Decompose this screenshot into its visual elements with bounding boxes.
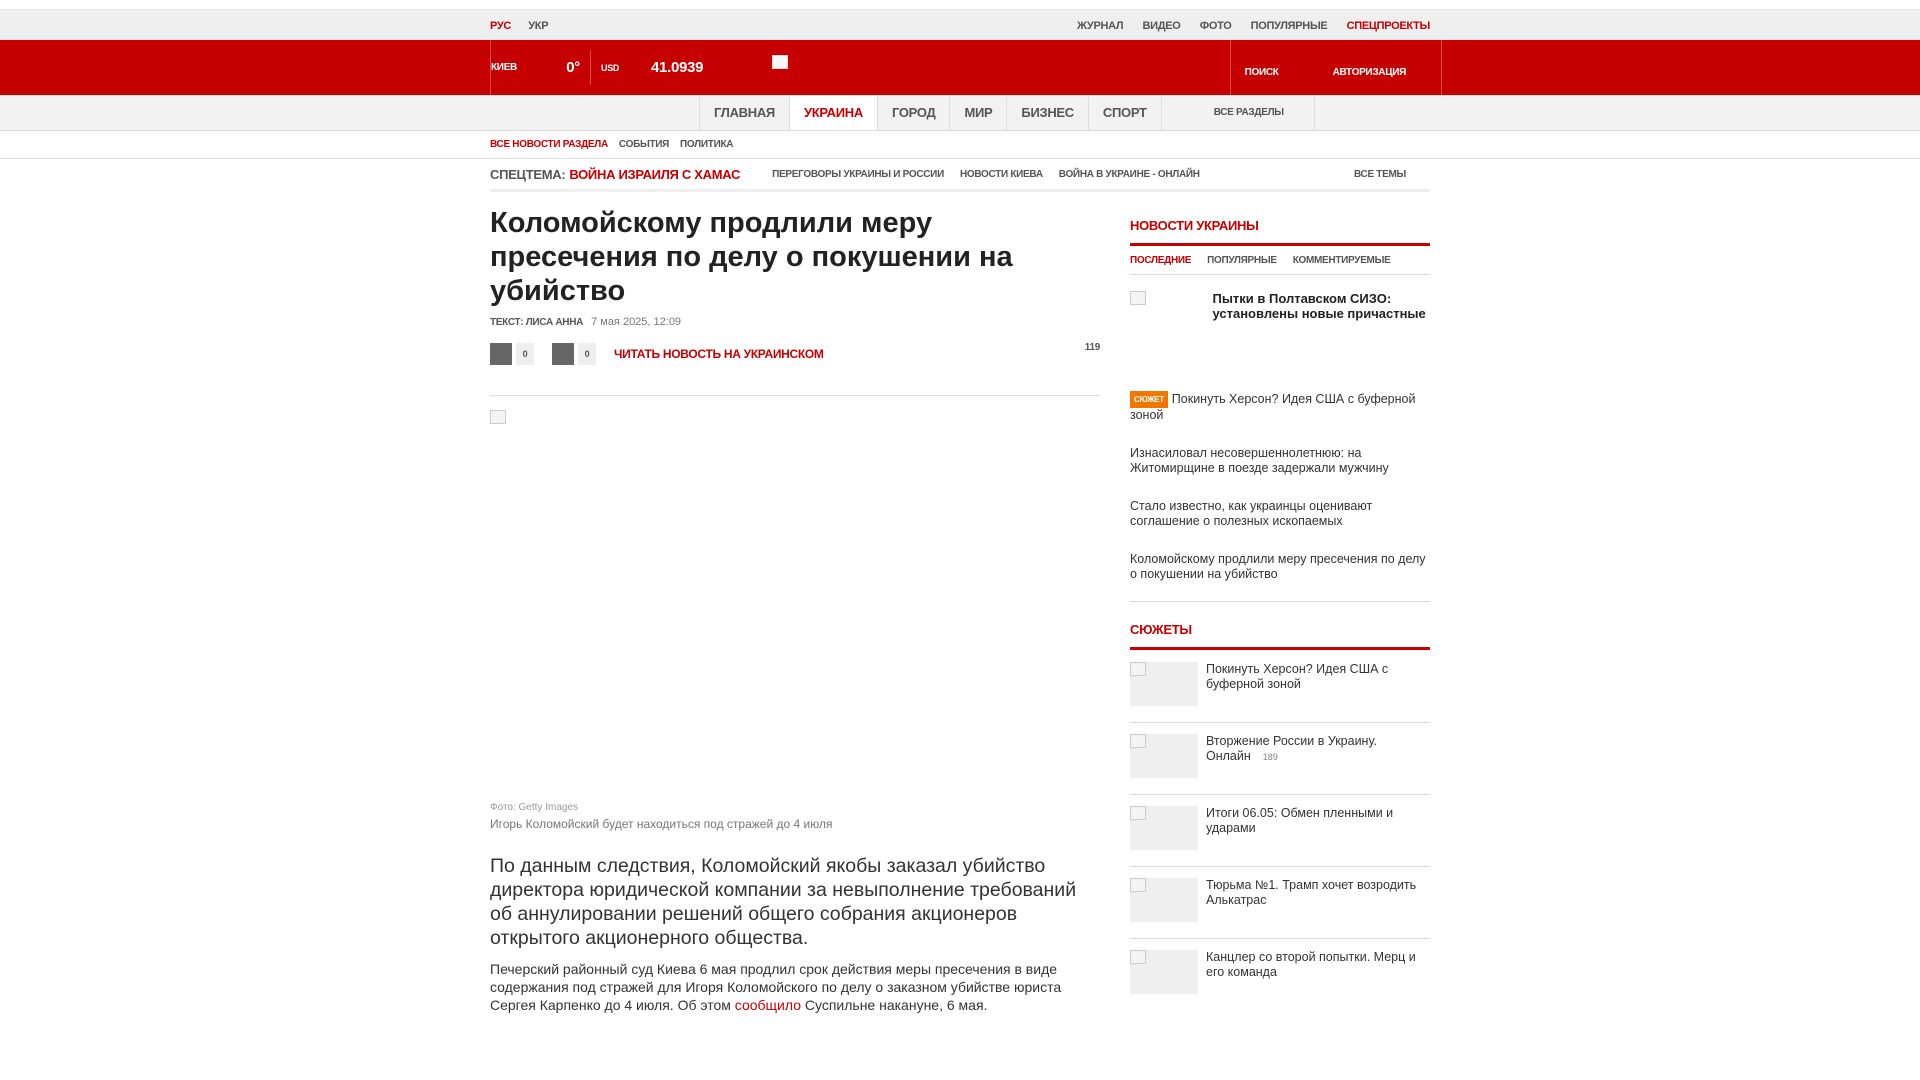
- currency-rate: 41.0939: [651, 59, 704, 76]
- list-item[interactable]: Изнасиловал несовершеннолетнюю: на Житомирщине в поезде задержали мужчину: [1130, 446, 1389, 475]
- top-link-popular[interactable]: ПОПУЛЯРНЫЕ: [1250, 19, 1328, 32]
- page-content: [490, 194, 1430, 1022]
- all-topics-link[interactable]: ВСЕ ТЕМЫ: [1353, 168, 1406, 180]
- story-image[interactable]: [1130, 806, 1198, 850]
- story-image[interactable]: [1130, 950, 1198, 994]
- story-item[interactable]: [1130, 878, 1430, 939]
- share-telegram-icon[interactable]: [552, 343, 574, 365]
- sidebar-stories-title[interactable]: СЮЖЕТЫ: [1130, 622, 1430, 650]
- header-divider: [590, 50, 591, 85]
- tab-commented[interactable]: КОММЕНТИРУЕМЫЕ: [1292, 255, 1391, 266]
- lang-ru[interactable]: РУС: [490, 19, 512, 32]
- weather-city[interactable]: КИЕВ: [490, 40, 545, 95]
- header-actions: [1230, 40, 1442, 95]
- topic-link[interactable]: НОВОСТИ КИЕВА: [959, 168, 1043, 180]
- subnav-item-politics[interactable]: ПОЛИТИКА: [680, 139, 734, 150]
- nav-item-all-sections[interactable]: ВСЕ РАЗДЕЛЫ: [1161, 96, 1315, 130]
- lang-ua[interactable]: УКР: [528, 19, 549, 32]
- story-image[interactable]: [1130, 734, 1198, 778]
- share-count: 0: [516, 343, 534, 365]
- site-header: [0, 40, 1920, 95]
- article-body-text: Суспильне накануне, 6 мая.: [800, 997, 988, 1013]
- tab-popular[interactable]: ПОПУЛЯРНЫЕ: [1207, 255, 1277, 266]
- broken-image-icon: [490, 410, 506, 424]
- sidebar: [1130, 206, 1430, 1022]
- story-title-text[interactable]: Канцлер со второй попытки. Мерц и его команда: [1206, 950, 1416, 979]
- broken-image-icon: [1130, 950, 1146, 964]
- article-body-text: Печерский районный суд Киева 6 мая продлил срок действия меры пресечения в виде содержания под стражей для Игоря Коломойского по делу о заказном убийстве юриста Сергея Карпенко до 4 июля. Об этом: [490, 961, 1062, 1013]
- featured-news[interactable]: [1130, 291, 1430, 391]
- nav-item-sport[interactable]: СПОРТ: [1088, 96, 1161, 130]
- subnav-item-all-news[interactable]: ВСЕ НОВОСТИ РАЗДЕЛА: [490, 139, 608, 150]
- subnav-item-events[interactable]: СОБЫТИЯ: [618, 139, 670, 150]
- source-link[interactable]: сообщило: [734, 997, 801, 1013]
- special-topics-bar: [0, 159, 1920, 194]
- special-topic-main[interactable]: ВОЙНА ИЗРАИЛЯ С ХАМАС: [569, 166, 741, 182]
- broken-image-icon: [1130, 662, 1146, 676]
- story-comment-count: 189: [1262, 752, 1278, 762]
- story-title[interactable]: [1206, 950, 1430, 1002]
- broken-image-icon: [1130, 878, 1146, 892]
- article-title: Коломойскому продлили меру пресечения по делу о покушении на убийство: [490, 207, 1013, 307]
- photo-source: Фото: Getty Images: [490, 802, 578, 813]
- nav-item-world[interactable]: МИР: [949, 96, 1006, 130]
- story-title[interactable]: [1206, 806, 1430, 857]
- sidebar-news-title[interactable]: НОВОСТИ УКРАИНЫ: [1130, 218, 1430, 246]
- broken-image-icon: [1130, 291, 1146, 305]
- tab-latest[interactable]: ПОСЛЕДНИЕ: [1130, 255, 1192, 266]
- currency-label: USD: [601, 62, 620, 73]
- story-title-text[interactable]: Покинуть Херсон? Идея США с буферной зоной: [1206, 662, 1389, 691]
- list-item[interactable]: Стало известно, как украинцы оценивают соглашение о полезных ископаемых: [1130, 499, 1373, 528]
- top-link-journal[interactable]: ЖУРНАЛ: [1076, 19, 1124, 32]
- nav-item-main[interactable]: ГЛАВНАЯ: [699, 96, 789, 130]
- views-count: 119: [1084, 342, 1100, 353]
- topic-link[interactable]: ВОЙНА В УКРАИНЕ - ОНЛАЙН: [1058, 168, 1200, 180]
- article-meta: [490, 316, 1100, 328]
- share-facebook-icon[interactable]: [490, 343, 512, 365]
- story-title[interactable]: [1206, 878, 1430, 929]
- broken-image-icon: [1130, 734, 1146, 748]
- article-body: [490, 960, 1100, 1014]
- story-item[interactable]: [1130, 806, 1430, 867]
- language-switch: [490, 16, 561, 34]
- top-link-video[interactable]: ВИДЕО: [1142, 19, 1181, 32]
- top-link-specprojects[interactable]: СПЕЦПРОЕКТЫ: [1346, 19, 1430, 32]
- top-bar: [0, 9, 1920, 40]
- story-title-text[interactable]: Тюрьма №1. Трамп хочет возродить Алькатрас: [1206, 878, 1417, 907]
- weather-temperature: 0°: [566, 59, 580, 76]
- nav-item-business[interactable]: БИЗНЕС: [1006, 96, 1087, 130]
- special-topic-label: СПЕЦТЕМА:: [490, 166, 566, 182]
- topic-link[interactable]: ПЕРЕГОВОРЫ УКРАИНЫ И РОССИИ: [772, 168, 944, 180]
- story-item[interactable]: [1130, 662, 1430, 723]
- main-nav: [0, 95, 1920, 131]
- share-count: 0: [578, 343, 596, 365]
- login-button[interactable]: АВТОРИЗАЦИЯ: [1332, 67, 1406, 78]
- site-logo[interactable]: [772, 55, 788, 69]
- list-item[interactable]: Коломойскому продлили меру пресечения по делу о покушении на убийство: [1130, 552, 1426, 581]
- story-item[interactable]: [1130, 950, 1430, 1011]
- nav-item-city[interactable]: ГОРОД: [877, 96, 950, 130]
- sidebar-tabs: [1130, 246, 1430, 275]
- nav-item-ukraine[interactable]: УКРАИНА: [789, 96, 877, 130]
- article-toolbar: [490, 342, 1100, 396]
- story-title[interactable]: [1206, 734, 1430, 785]
- story-title-text[interactable]: Вторжение России в Украину. Онлайн: [1206, 734, 1377, 763]
- article-lead: По данным следствия, Коломойский якобы заказал убийство директора юридической компании за невыполнение требований об аннулировании решений общего собрания акционеров открытого акционерного общества.: [490, 855, 1077, 949]
- article: [490, 206, 1100, 1022]
- divider: [1130, 601, 1430, 602]
- story-image[interactable]: [1130, 878, 1198, 922]
- story-badge: СЮЖЕТ: [1130, 391, 1168, 408]
- sub-nav: [0, 131, 1920, 159]
- story-title-text[interactable]: Итоги 06.05: Обмен пленными и ударами: [1206, 806, 1394, 835]
- featured-news-image[interactable]: [1130, 291, 1212, 391]
- read-in-ukrainian-link[interactable]: ЧИТАТЬ НОВОСТЬ НА УКРАИНСКОМ: [614, 346, 824, 361]
- broken-image-icon: [1130, 806, 1146, 820]
- search-button[interactable]: ПОИСК: [1244, 67, 1279, 78]
- featured-news-title[interactable]: Пытки в Полтавском СИЗО: установлены новые причастные: [1212, 291, 1426, 321]
- article-date: 7 мая 2025, 12:09: [591, 316, 682, 328]
- top-link-photo[interactable]: ФОТО: [1199, 19, 1232, 32]
- list-item[interactable]: [1130, 391, 1430, 423]
- article-photo: [490, 410, 1100, 802]
- news-title[interactable]: Покинуть Херсон? Идея США с буферной зоной: [1130, 392, 1416, 422]
- photo-caption: Игорь Коломойский будет находиться под стражей до 4 июля: [490, 817, 833, 831]
- story-image[interactable]: [1130, 662, 1198, 706]
- article-author[interactable]: ТЕКСТ: ЛИСА АННА: [490, 316, 584, 328]
- story-item[interactable]: [1130, 734, 1430, 795]
- top-links: [1062, 16, 1430, 34]
- story-title[interactable]: [1206, 662, 1430, 713]
